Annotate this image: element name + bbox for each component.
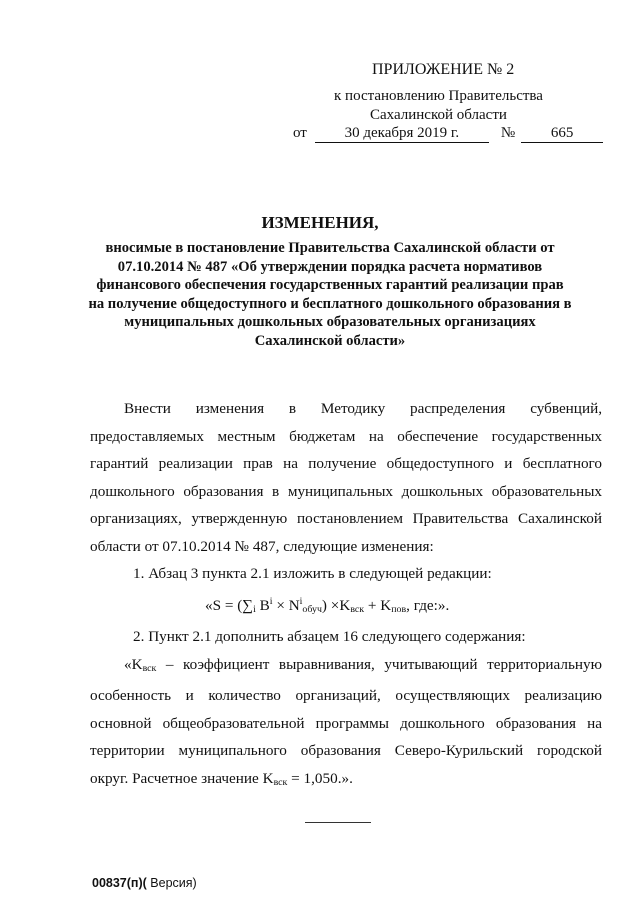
list-item-1: 1. Абзац 3 пункта 2.1 изложить в следующей редакции: [133, 565, 492, 582]
decree-date: 30 декабря 2019 г. [315, 125, 489, 143]
body-line: Внести изменения в Методику распределения субвенций, [124, 400, 602, 417]
body-line: особенность и количество организаций, осуществляющих реализацию [90, 687, 602, 704]
reference-line-1: к постановлению Правительства [334, 88, 543, 104]
body-line: «$K_{вск}$ – коэффициент выравнивания, учитывающий территориальную [124, 655, 602, 674]
document-body [90, 395, 602, 796]
appendix-heading: ПРИЛОЖЕНИЕ № 2 [372, 61, 515, 78]
from-label: от [293, 125, 307, 141]
document-title: ИЗМЕНЕНИЯ, [261, 213, 379, 232]
separator-line [305, 822, 371, 823]
subtitle-line: 07.10.2014 № 487 «Об утверждении порядка расчета нормативов [117, 258, 543, 275]
body-line: дошкольного образования в муниципальных дошкольных образовательных [90, 482, 602, 500]
body-line: организациях, утвержденную постановлением Правительства Сахалинской [90, 510, 602, 527]
subtitle-line: Сахалинской области» [254, 332, 406, 349]
body-line: основной общеобразовательной программы дошкольного образования на [90, 714, 602, 732]
subtitle-line: финансового обеспечения государственных гарантий реализации прав [96, 277, 564, 294]
decree-number: 665 [521, 125, 603, 143]
body-line: предоставляемых местным бюджетам на обеспечение государственных [90, 427, 602, 445]
formula: «$S = (\sum_i$ $B^i \times N^i_{обуч}) \times K_{вск} + K_{пов}$, где:». [205, 595, 450, 615]
subtitle-line: вносимые в постановление Правительства Сахалинской области от [105, 240, 555, 256]
decree-reference [293, 125, 603, 143]
reference-line-2: Сахалинской области [370, 107, 507, 123]
body-line: округ. Расчетное значение $K_{вск} = 1,050$.». [90, 769, 353, 788]
body-line: гарантий реализации прав на получение общедоступного и бесплатного [90, 455, 602, 472]
body-line: территории муниципального образования Северо-Курильский городской [90, 742, 602, 759]
subtitle-line: на получение общедоступного и бесплатного дошкольного образования в [88, 295, 572, 312]
list-item-2: 2. Пункт 2.1 дополнить абзацем 16 следующего содержания: [133, 628, 526, 646]
body-line: области от 07.10.2014 № 487, следующие изменения: [90, 537, 434, 555]
number-label: № [500, 125, 516, 141]
document-code: 00837(п)( Версия) [92, 876, 197, 890]
document-subtitle [60, 239, 600, 351]
subtitle-line: муниципальных дошкольных образовательных организациях [124, 314, 536, 331]
